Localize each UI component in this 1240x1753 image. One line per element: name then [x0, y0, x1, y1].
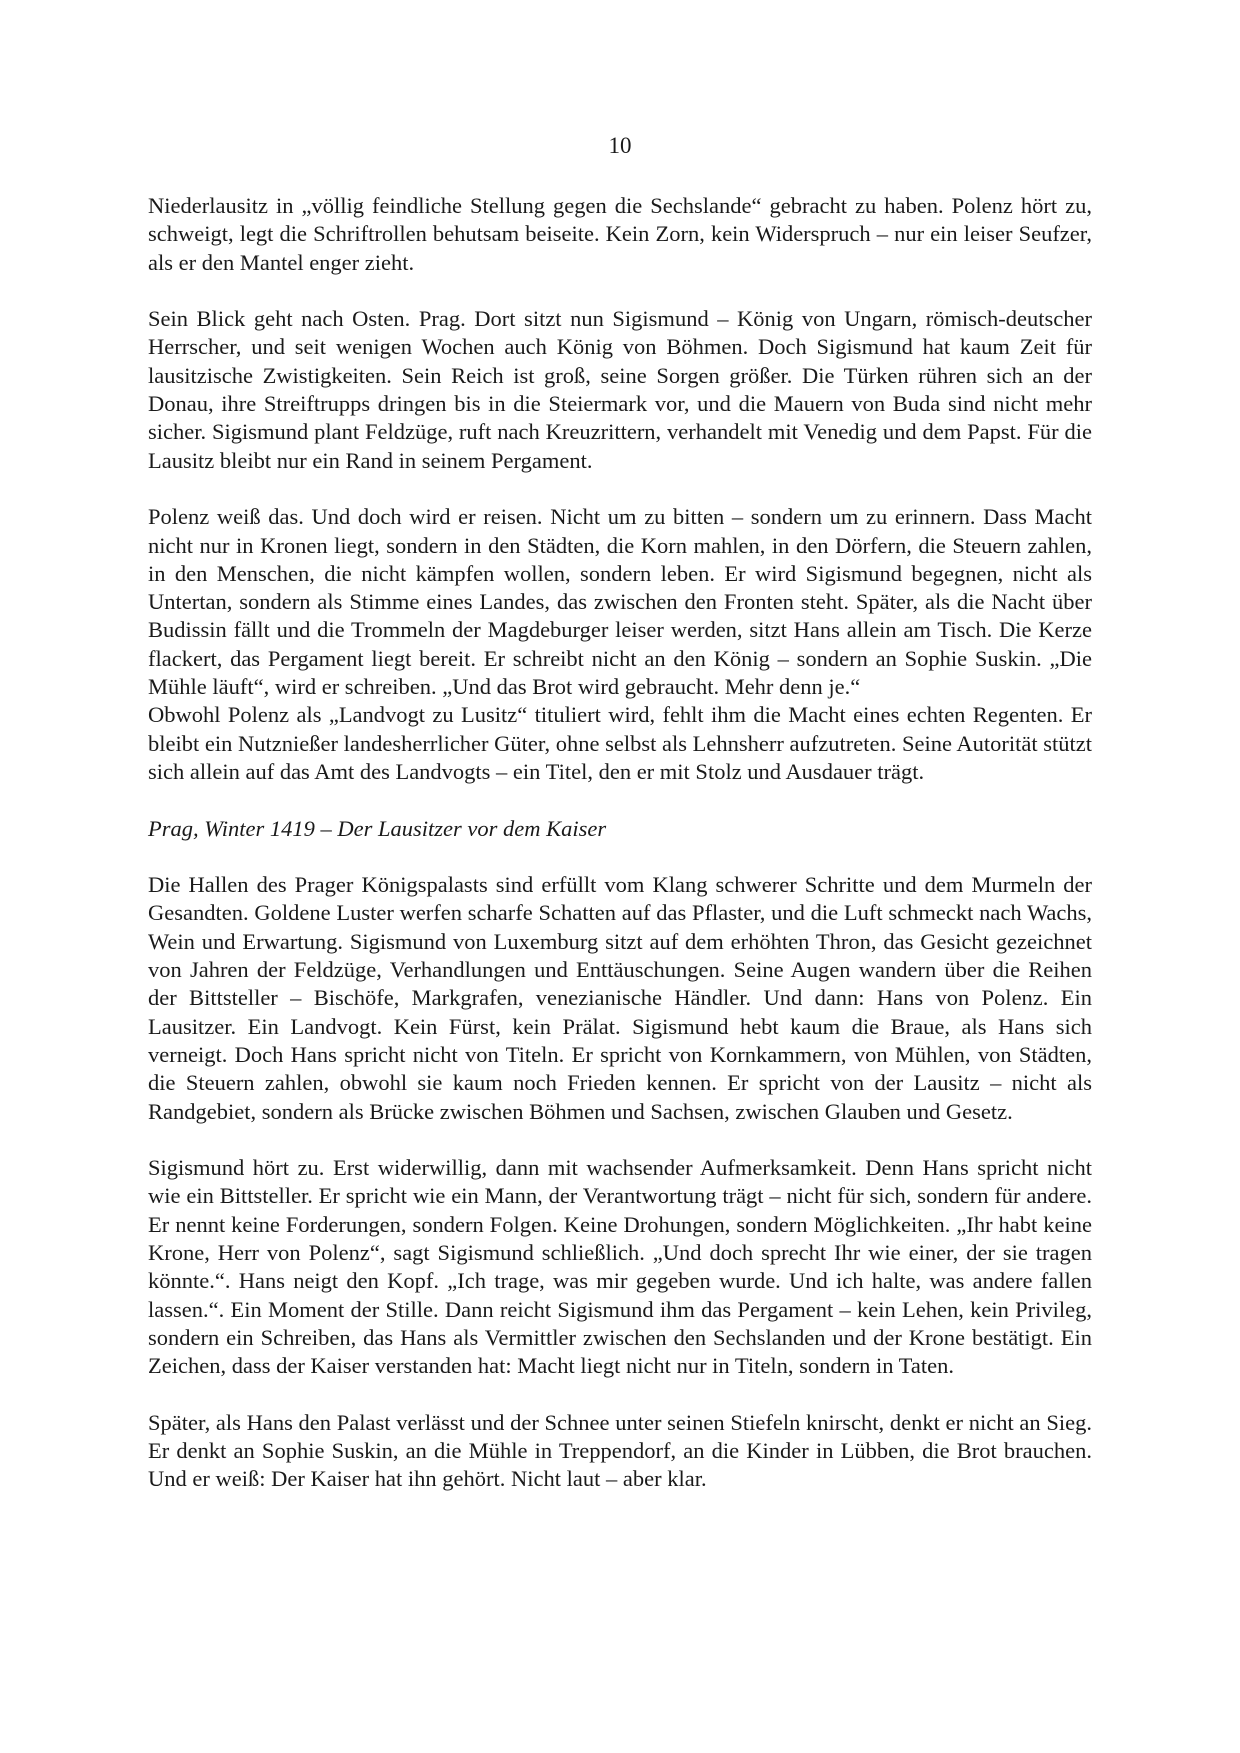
- paragraph: Die Hallen des Prager Königspalasts sind erfüllt vom Klang schwerer Schritte und dem Murmeln der Gesandten. Goldene Luster werfen scharfe Schatten auf das Pflaster, und die Luft schmeckt nach Wachs, Wein und Erwartung. Sigismund von Luxemburg sitzt auf dem erhöhten Thron, das Gesicht gezeichnet von Jahren der Feldzüge, Verhandlungen und Enttäuschungen. Seine Augen wandern über die Reihen der Bittsteller – Bischöfe, Markgrafen, venezianische Händler. Und dann: Hans von Polenz. Ein Lausitzer. Ein Landvogt. Kein Fürst, kein Prälat. Sigismund hebt kaum die Braue, als Hans sich verneigt. Doch Hans spricht nicht von Titeln. Er spricht von Kornkammern, von Mühlen, von Städten, die Steuern zahlen, obwohl sie kaum noch Frieden kennen. Er spricht von der Lausitz – nicht als Randgebiet, sondern als Brücke zwischen Böhmen und Sachsen, zwischen Glauben und Gesetz.: [148, 872, 1092, 1124]
- paragraph: Polenz weiß das. Und doch wird er reisen. Nicht um zu bitten – sondern um zu erinnern. Dass Macht nicht nur in Kronen liegt, sondern in den Städten, die Korn mahlen, in den Dörfern, die Steuern zahlen, in den Menschen, die nicht kämpfen wollen, sondern leben. Er wird Sigismund begegnen, nicht als Untertan, sondern als Stimme eines Landes, das zwischen den Fronten steht. Später, als die Nacht über Budissin fällt und die Trommeln der Magdeburger leiser werden, sitzt Hans allein am Tisch. Die Kerze flackert, das Pergament liegt bereit. Er schreibt nicht an den König – sondern an Sophie Suskin. „Die Mühle läuft“, wird er schreiben. „Und das Brot wird gebraucht. Mehr denn je.“: [148, 504, 1092, 700]
- paragraph: Obwohl Polenz als „Landvogt zu Lusitz“ tituliert wird, fehlt ihm die Macht eines echten Regenten. Er bleibt ein Nutznießer landesherrlicher Güter, ohne selbst als Lehnsherr aufzutreten. Seine Autorität stützt sich allein auf das Amt des Landvogts – ein Titel, den er mit Stolz und Ausdauer trägt.: [148, 702, 1092, 784]
- paragraph: Niederlausitz in „völlig feindliche Stellung gegen die Sechslande“ gebracht zu haben. Polenz hört zu, schweigt, legt die Schriftrollen behutsam beiseite. Kein Zorn, kein Widerspruch – nur ein leiser Seufzer, als er den Mantel enger zieht.: [148, 193, 1092, 275]
- paragraph: Später, als Hans den Palast verlässt und der Schnee unter seinen Stiefeln knirscht, denkt er nicht an Sieg. Er denkt an Sophie Suskin, an die Mühle in Treppendorf, an die Kinder in Lübben, die Brot brauchen. Und er weiß: Der Kaiser hat ihn gehört. Nicht laut – aber klar.: [148, 1409, 1092, 1492]
- body-text: [148, 192, 1092, 1522]
- paragraph: Sein Blick geht nach Osten. Prag. Dort sitzt nun Sigismund – König von Ungarn, römisch-deutscher Herrscher, und seit wenigen Wochen auch König von Böhmen. Doch Sigismund hat kaum Zeit für lausitzische Zwistigkeiten. Sein Reich ist groß, seine Sorgen größer. Die Türken rühren sich an der Donau, ihre Streiftrupps dringen bis in die Steiermark vor, und die Mauern von Buda sind nicht mehr sicher. Sigismund plant Feldzüge, ruft nach Kreuzrittern, verhandelt mit Venedig und dem Papst. Für die Lausitz bleibt nur ein Rand in seinem Pergament.: [148, 306, 1092, 473]
- section-heading: Prag, Winter 1419 – Der Lausitzer vor dem Kaiser: [148, 815, 607, 841]
- page-number: 10: [608, 133, 632, 158]
- paragraph: Sigismund hört zu. Erst widerwillig, dann mit wachsender Aufmerksamkeit. Denn Hans spricht nicht wie ein Bittsteller. Er spricht wie ein Mann, der Verantwortung trägt – nicht für sich, sondern für andere. Er nennt keine Forderungen, sondern Folgen. Keine Drohungen, sondern Möglichkeiten. „Ihr habt keine Krone, Herr von Polenz“, sagt Sigismund schließlich. „Und doch sprecht Ihr wie einer, der sie tragen könnte.“. Hans neigt den Kopf. „Ich trage, was mir gegeben wurde. Und ich halte, was andere fallen lassen.“. Ein Moment der Stille. Dann reicht Sigismund ihm das Pergament – kein Lehen, kein Privileg, sondern ein Schreiben, das Hans als Vermittler zwischen den Sechslanden und der Krone bestätigt. Ein Zeichen, dass der Kaiser verstanden hat: Macht liegt nicht nur in Titeln, sondern in Taten.: [148, 1155, 1092, 1379]
